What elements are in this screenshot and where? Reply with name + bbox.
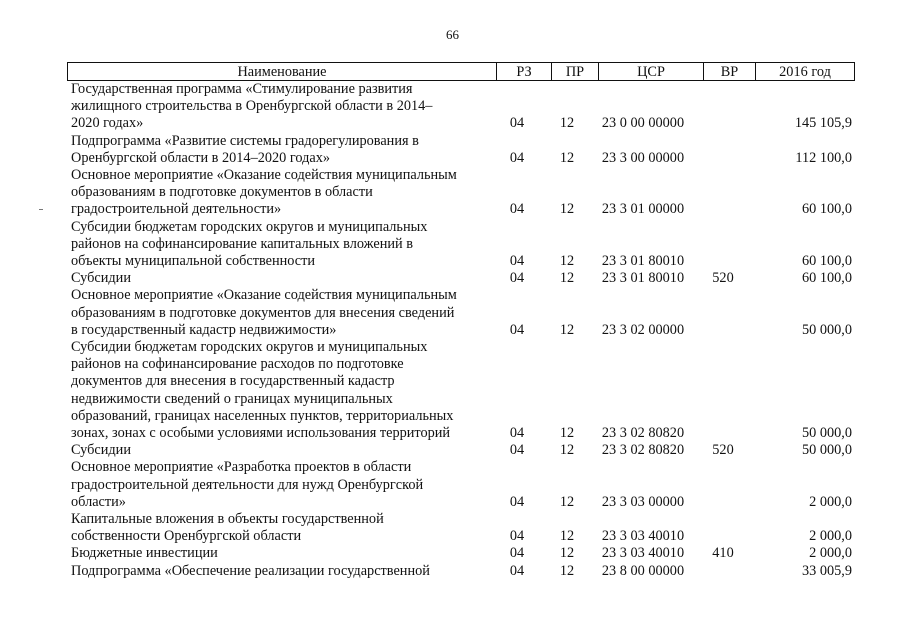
row-name (71, 442, 491, 459)
row-pr: 12 (559, 442, 575, 459)
table-row (0, 167, 905, 219)
row-pr: 12 (559, 149, 575, 166)
row-rz: 04 (509, 493, 525, 510)
row-rz: 04 (509, 201, 525, 218)
row-name (71, 563, 491, 580)
table-row (0, 339, 905, 442)
row-pr: 12 (559, 545, 575, 562)
row-name (71, 81, 491, 133)
row-csr: 23 8 00 00000 (601, 562, 685, 579)
row-name (71, 270, 491, 287)
row-csr: 23 3 03 00000 (601, 493, 685, 510)
row-vr: 520 (712, 270, 734, 287)
row-name (71, 545, 491, 562)
row-csr: 23 3 03 40010 (601, 528, 685, 545)
row-name-line: 2020 годах» (71, 115, 144, 132)
row-name (71, 287, 491, 339)
row-amount: 33 005,9 (801, 562, 852, 579)
row-rz: 04 (509, 545, 525, 562)
row-amount: 50 000,0 (801, 321, 852, 338)
row-rz: 04 (509, 270, 525, 287)
row-name-line: Субсидии бюджетам городских округов и муниципальных (71, 218, 428, 235)
table-row (0, 563, 905, 580)
row-name-line: Подпрограмма «Развитие системы градорегулирования в (71, 132, 419, 149)
row-name-line: собственности Оренбургской области (71, 528, 302, 545)
row-name-line: объекты муниципальной собственности (71, 253, 316, 269)
row-name-line: образованиям в подготовке документов для внесения сведений (71, 304, 455, 321)
row-amount: 2 000,0 (809, 528, 852, 545)
row-name-line: в государственный кадастр недвижимости» (71, 321, 337, 338)
row-vr: 520 (712, 442, 734, 459)
row-name (71, 459, 491, 511)
row-name-line: Основное мероприятие «Разработка проектов в области (71, 459, 412, 476)
row-csr: 23 0 00 00000 (601, 115, 685, 132)
row-rz: 04 (509, 442, 525, 459)
header-vr: ВР (703, 63, 755, 80)
row-name-line: градостроительной деятельности» (71, 201, 282, 218)
row-name-line: Капитальные вложения в объекты государственной (71, 511, 384, 527)
table-row (0, 270, 905, 287)
table-row (0, 545, 905, 562)
row-pr: 12 (559, 321, 575, 338)
row-name-line: документов для внесения в государственный кадастр (71, 373, 395, 390)
row-pr: 12 (559, 270, 575, 287)
row-name-line: недвижимости сведений о границах муниципальных (71, 390, 393, 407)
row-name-line: области» (71, 493, 126, 510)
row-pr: 12 (559, 528, 575, 545)
row-name-line: Основное мероприятие «Оказание содействия муниципальным (71, 287, 457, 304)
row-name (71, 219, 491, 271)
row-rz: 04 (509, 252, 525, 269)
row-name (71, 511, 491, 545)
row-name-line: образований, границах населенных пунктов, территориальных (71, 407, 454, 424)
page-number: 66 (446, 27, 459, 42)
row-name-line: Подпрограмма «Обеспечение реализации государственной (71, 562, 430, 579)
row-csr: 23 3 01 80010 (601, 270, 685, 287)
row-rz: 04 (509, 528, 525, 545)
row-csr: 23 3 00 00000 (601, 149, 685, 166)
row-name-line: зонах, зонах с особыми условиями использования территорий (71, 425, 451, 442)
row-pr: 12 (559, 493, 575, 510)
table-row (0, 133, 905, 167)
row-name-line: градостроительной деятельности для нужд Оренбургской (71, 476, 424, 493)
row-pr: 12 (559, 252, 575, 269)
row-amount: 60 100,0 (801, 270, 852, 287)
row-amount: 145 105,9 (794, 115, 852, 132)
row-csr: 23 3 01 00000 (601, 201, 685, 218)
row-rz: 04 (509, 321, 525, 338)
row-amount: 60 100,0 (801, 252, 852, 269)
header-name: Наименование (237, 64, 327, 80)
table-row (0, 511, 905, 545)
row-csr: 23 3 02 80820 (601, 424, 685, 441)
row-vr: 410 (712, 545, 734, 562)
row-name-line: жилищного строительства в Оренбургской области в 2014– (71, 98, 433, 115)
row-name-line: Бюджетные инвестиции (71, 545, 218, 562)
row-name-line: Субсидии (71, 270, 131, 287)
row-csr: 23 3 01 80010 (601, 252, 685, 269)
row-csr: 23 3 02 00000 (601, 321, 685, 338)
header-pr: ПР (551, 63, 598, 80)
row-name-line: районов на софинансирование расходов по подготовке (71, 356, 404, 373)
table-header (67, 62, 855, 81)
header-rz: РЗ (496, 63, 551, 80)
row-amount: 112 100,0 (795, 149, 852, 166)
row-pr: 12 (559, 115, 575, 132)
row-name (71, 133, 491, 167)
row-csr: 23 3 02 80820 (601, 442, 685, 459)
row-name-line: районов на софинансирование капитальных вложений в (71, 235, 413, 252)
table-row (0, 287, 905, 339)
row-amount: 60 100,0 (801, 201, 852, 218)
row-rz: 04 (509, 562, 525, 579)
row-name-line: образованиям в подготовке документов в области (71, 184, 373, 201)
row-amount: 2 000,0 (809, 493, 852, 510)
row-csr: 23 3 03 40010 (601, 545, 685, 562)
header-amount: 2016 год (755, 63, 854, 80)
row-pr: 12 (559, 201, 575, 218)
row-name-line: Субсидии (71, 442, 131, 459)
row-amount: 50 000,0 (801, 424, 852, 441)
table-row (0, 81, 905, 133)
row-name-line: Оренбургской области в 2014–2020 годах» (71, 149, 331, 166)
row-amount: 2 000,0 (809, 545, 852, 562)
row-name (71, 167, 491, 219)
row-name-line: Государственная программа «Стимулирование развития (71, 81, 413, 97)
row-pr: 12 (559, 562, 575, 579)
row-rz: 04 (509, 149, 525, 166)
row-name-line: Основное мероприятие «Оказание содействия муниципальным (71, 167, 457, 183)
row-rz: 04 (509, 424, 525, 441)
table-row (0, 219, 905, 271)
row-name (71, 339, 491, 442)
row-pr: 12 (559, 424, 575, 441)
header-csr: ЦСР (598, 63, 703, 80)
table-row (0, 459, 905, 511)
table-row (0, 442, 905, 459)
row-rz: 04 (509, 115, 525, 132)
row-amount: 50 000,0 (801, 442, 852, 459)
row-name-line: Субсидии бюджетам городских округов и муниципальных (71, 339, 428, 355)
